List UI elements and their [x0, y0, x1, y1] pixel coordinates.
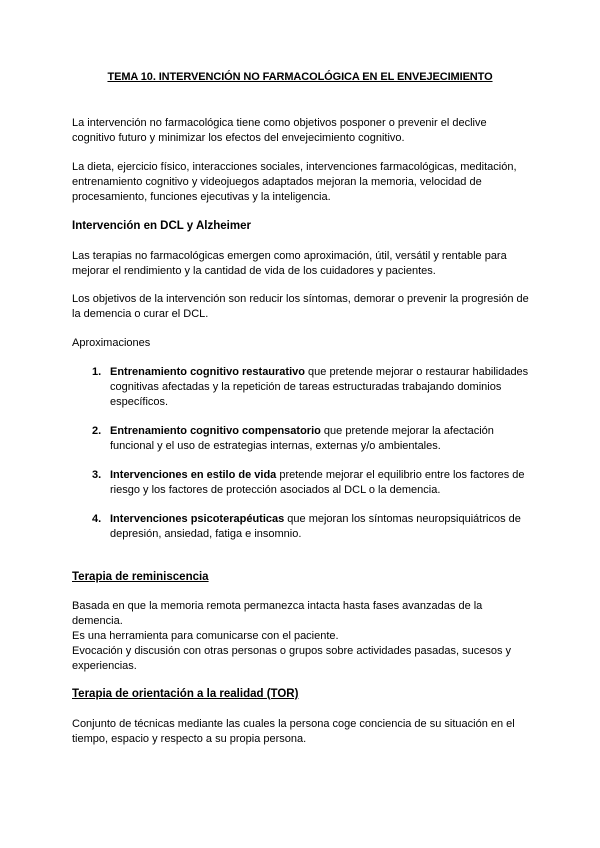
- tor-paragraph: Conjunto de técnicas mediante las cuales la persona coge conciencia de su situación en el tiempo, espacio y respecto a su propia persona.: [72, 718, 515, 745]
- list-number: 2.: [92, 425, 102, 437]
- reminiscence-line-1: Basada en que la memoria remota permanezca intacta hasta fases avanzadas de la demencia.: [72, 600, 483, 627]
- approach-item-text: que mejoran los síntomas neuropsiquiátricos de depresión, ansiedad, fatiga e insomnio.: [110, 513, 521, 540]
- dcl-paragraph-1: Las terapias no farmacológicas emergen como aproximación, útil, versátil y rentable para mejorar el rendimiento y la cantidad de vida de los cuidadores y pacientes.: [72, 250, 507, 277]
- section-heading-tor: Terapia de orientación a la realidad (TOR): [72, 688, 299, 700]
- list-number: 3.: [92, 469, 102, 481]
- section-heading-reminiscence: Terapia de reminiscencia: [72, 571, 209, 583]
- approach-item-2: [92, 424, 530, 454]
- list-number: 1.: [92, 366, 102, 378]
- approach-item-1: [92, 365, 530, 410]
- approach-item-text: que pretende mejorar o restaurar habilidades cognitivas afectadas y la repetición de tareas estructuradas trabajando dominios específicos.: [110, 366, 529, 408]
- approach-item-title: Entrenamiento cognitivo compensatorio: [110, 425, 321, 437]
- approach-item-text: pretende mejorar el equilibrio entre los factores de riesgo y los factores de protección asociados al DCL o la demencia.: [110, 469, 525, 496]
- approach-item-title: Intervenciones psicoterapéuticas: [110, 513, 285, 525]
- approach-item-4: [92, 512, 530, 542]
- reminiscence-line-2: Es una herramienta para comunicarse con el paciente.: [72, 630, 339, 642]
- approach-item-text: que pretende mejorar la afectación funcional y el uso de estrategias internas, externas y/o ambientales.: [110, 425, 494, 452]
- section-heading-dcl: Intervención en DCL y Alzheimer: [72, 220, 251, 232]
- approach-item-3: [92, 468, 530, 498]
- reminiscence-line-3: Evocación y discusión con otras personas o grupos sobre actividades pasadas, sucesos y experiencias.: [72, 645, 512, 672]
- list-number: 4.: [92, 513, 102, 525]
- intro-paragraph-1: La intervención no farmacológica tiene como objetivos posponer o prevenir el declive cognitivo futuro y minimizar los efectos del envejecimiento cognitivo.: [72, 117, 487, 144]
- approach-item-title: Intervenciones en estilo de vida: [110, 469, 277, 481]
- dcl-paragraph-2: Los objetivos de la intervención son reducir los síntomas, demorar o prevenir la progresión de la demencia o curar el DCL.: [72, 293, 529, 320]
- approaches-label: Aproximaciones: [72, 337, 151, 349]
- document-title: TEMA 10. INTERVENCIÓN NO FARMACOLÓGICA EN EL ENVEJECIMIENTO: [107, 71, 493, 83]
- approach-item-title: Entrenamiento cognitivo restaurativo: [110, 366, 305, 378]
- intro-paragraph-2: La dieta, ejercicio físico, interacciones sociales, intervenciones farmacológicas, meditación, entrenamiento cognitivo y videojuegos adaptados mejoran la memoria, velocidad de procesamiento, funciones ejecutivas y la inteligencia.: [72, 161, 517, 203]
